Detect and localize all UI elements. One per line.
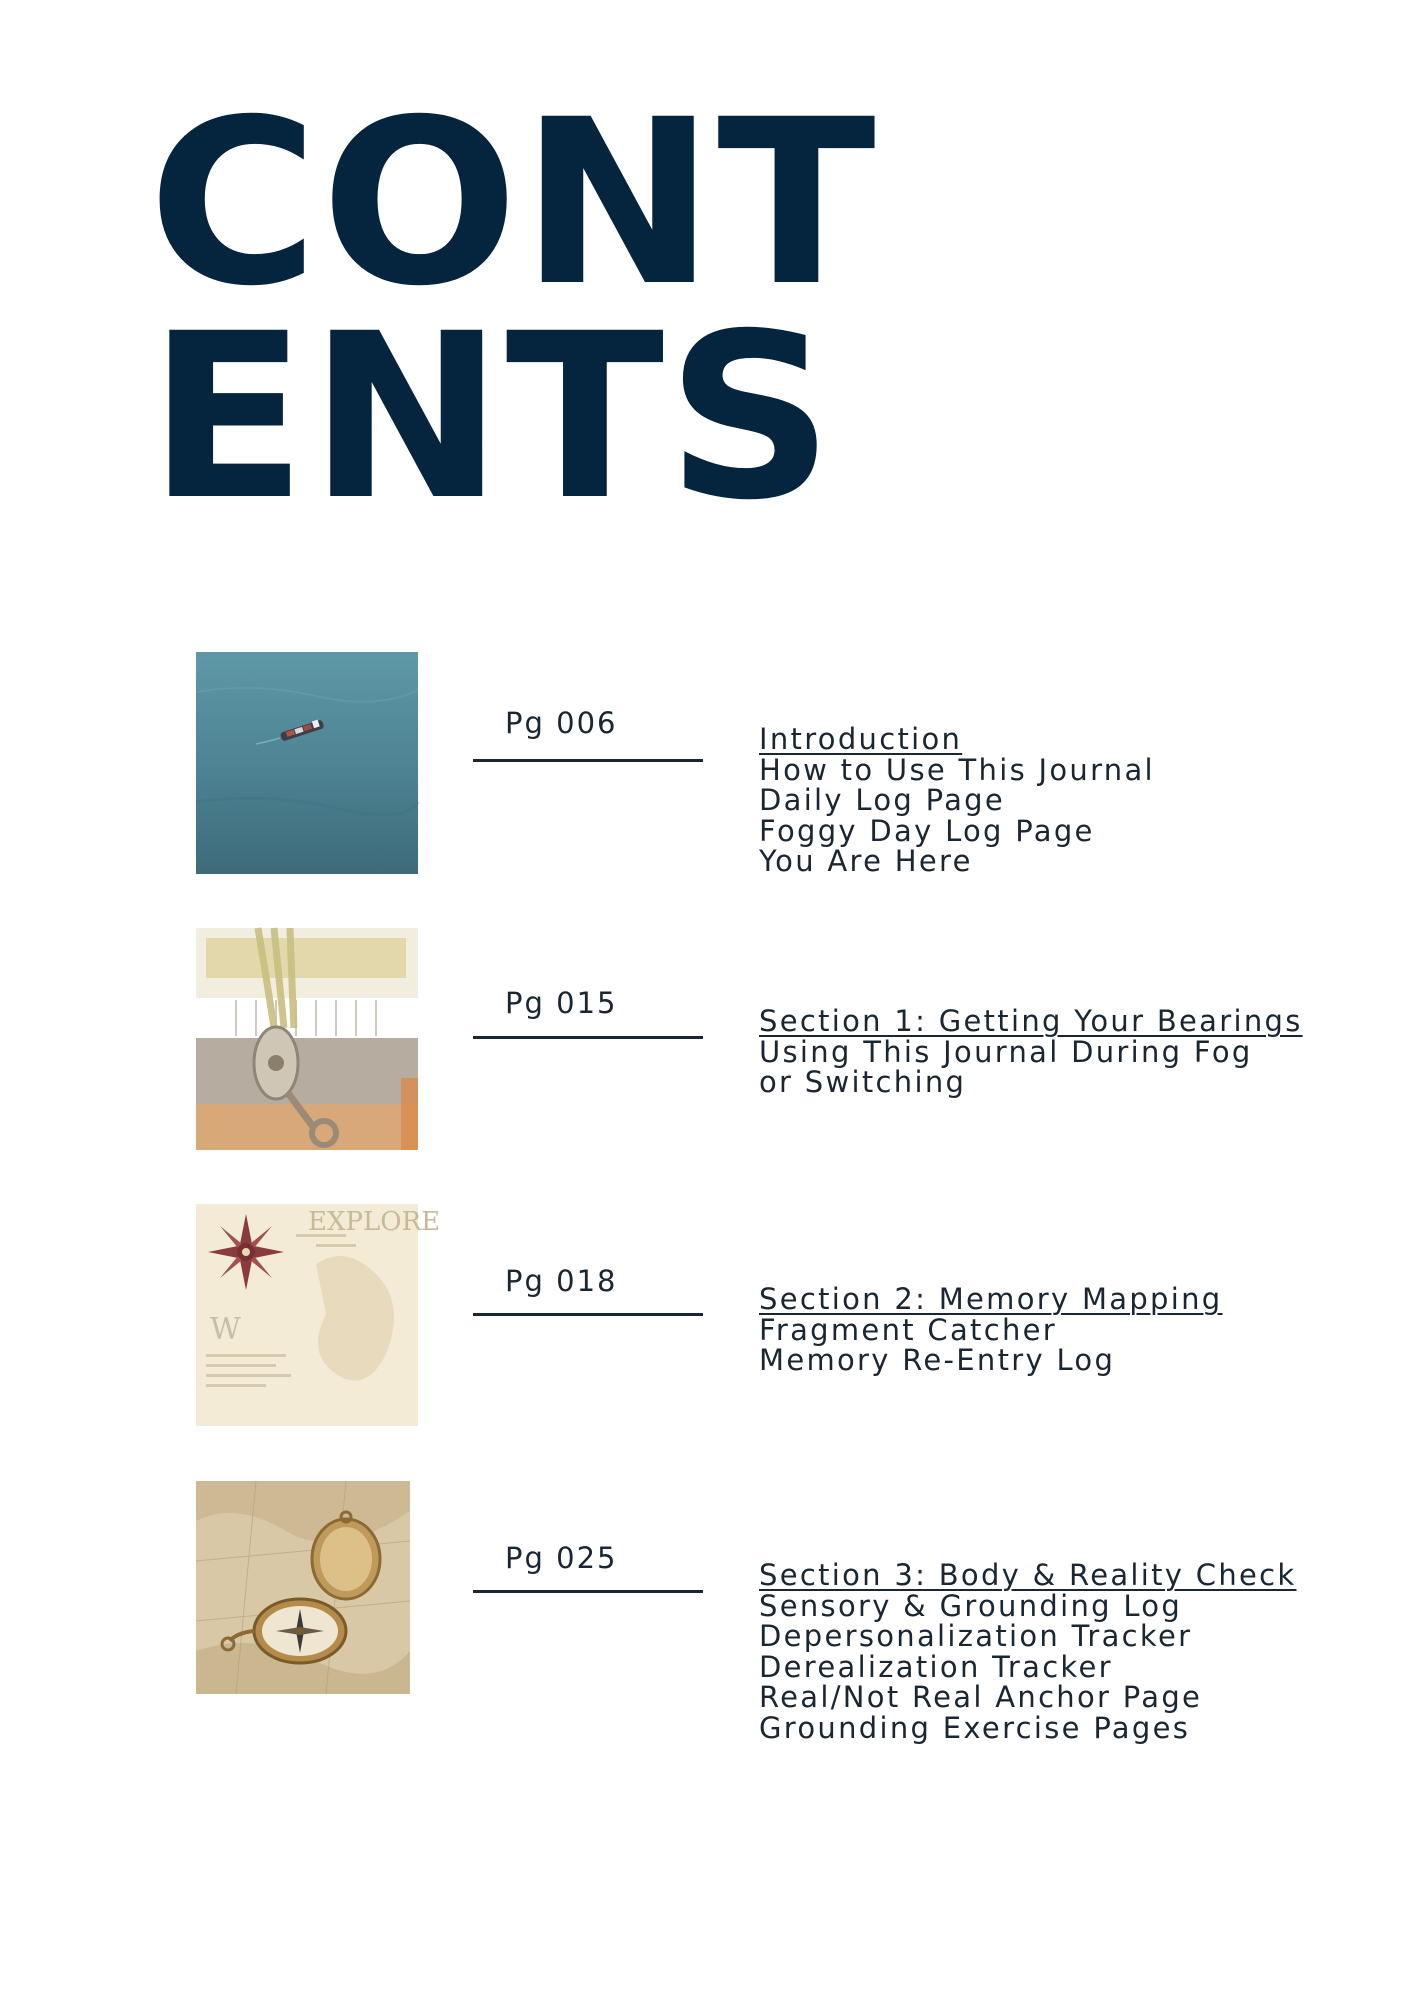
list-item: How to Use This Journal — [759, 752, 1155, 787]
section-heading-link[interactable]: Section 3: Body & Reality Check — [759, 1558, 1297, 1592]
section-heading-link[interactable]: Introduction — [759, 722, 963, 756]
entry-text — [759, 724, 1155, 877]
divider-rule — [473, 759, 703, 762]
list-item: Using This Journal During Fog — [759, 1034, 1253, 1069]
page-number: Pg 015 — [505, 986, 618, 1020]
list-item: Foggy Day Log Page — [759, 813, 1095, 848]
list-item: Real/Not Real Anchor Page — [759, 1680, 1203, 1714]
list-item: Daily Log Page — [759, 783, 1006, 817]
svg-text:W: W — [210, 1312, 241, 1347]
list-item: You Are Here — [759, 844, 973, 878]
entry-text — [759, 1284, 1223, 1376]
brass-compass-image — [196, 1481, 410, 1694]
list-item: Grounding Exercise Pages — [759, 1710, 1191, 1745]
entry-text — [759, 1560, 1297, 1743]
section-heading-link[interactable]: Section 2: Memory Mapping — [759, 1282, 1223, 1316]
divider-rule — [473, 1313, 703, 1316]
list-item: Derealization Tracker — [759, 1649, 1113, 1684]
divider-rule — [473, 1590, 703, 1593]
title-line-1: CONT — [148, 70, 878, 336]
svg-text:EXPLORE: EXPLORE — [308, 1207, 441, 1237]
page-number: Pg 006 — [505, 706, 618, 740]
divider-rule — [473, 1036, 703, 1039]
list-item: Depersonalization Tracker — [759, 1619, 1193, 1653]
rope-pulley-image — [196, 928, 418, 1150]
section-heading-link[interactable]: Section 1: Getting Your Bearings — [759, 1004, 1303, 1038]
container-ship-image — [196, 652, 418, 874]
title-line-2: ENTS — [148, 284, 836, 550]
list-item: Memory Re-Entry Log — [759, 1343, 1116, 1377]
page-number: Pg 018 — [505, 1264, 618, 1298]
list-item: Fragment Catcher — [759, 1312, 1058, 1347]
list-item: Sensory & Grounding Log — [759, 1588, 1183, 1623]
vintage-map-image — [196, 1204, 441, 1426]
page-number: Pg 025 — [505, 1541, 618, 1575]
entry-text — [759, 1006, 1303, 1098]
list-item: or Switching — [759, 1065, 967, 1099]
page-title — [148, 70, 878, 550]
